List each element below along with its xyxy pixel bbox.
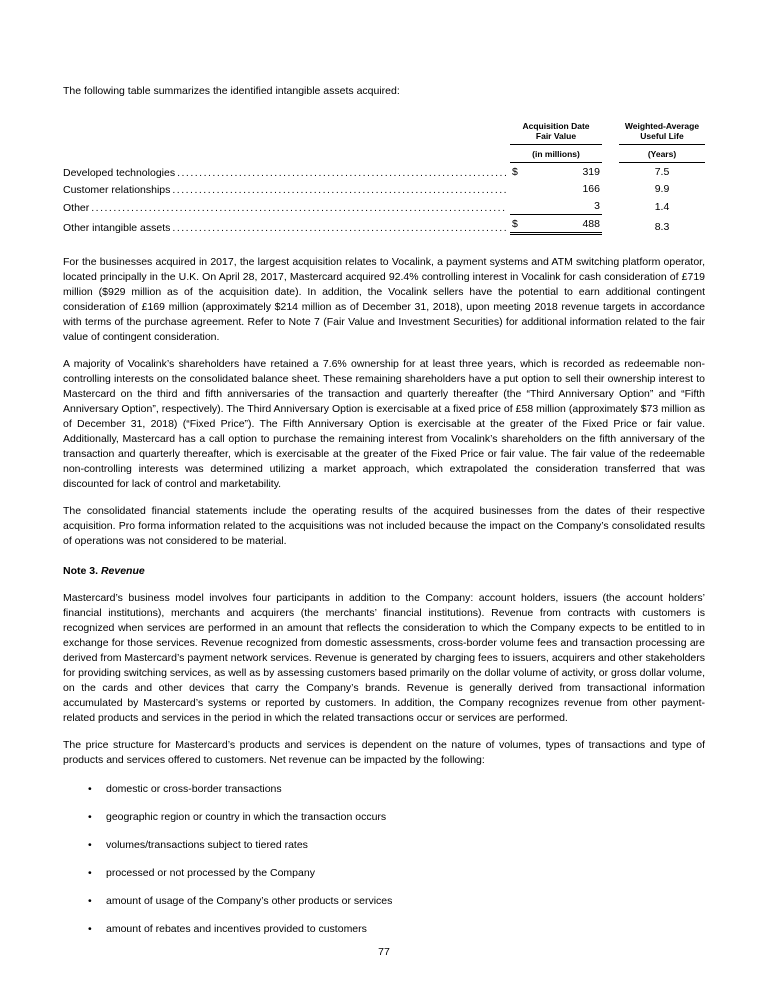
- table-subheader-row: [63, 145, 705, 163]
- page-number: 77: [378, 946, 390, 958]
- table-row: [63, 199, 705, 215]
- bullet-icon: [88, 782, 106, 797]
- bullet-icon: [88, 922, 106, 937]
- intro-paragraph: The following table summarizes the identified intangible assets acquired:: [63, 85, 400, 97]
- header-line: Acquisition Date: [522, 121, 590, 131]
- subheader-in-millions: (in millions): [510, 145, 602, 163]
- note-3-heading: [63, 564, 705, 579]
- list-item: [63, 838, 705, 853]
- useful-life-cell: 1.4: [654, 201, 670, 213]
- bullet-text: volumes/transactions subject to tiered rates: [106, 839, 308, 851]
- subheader-years: (Years): [619, 145, 705, 163]
- list-item: [63, 810, 705, 825]
- header-line: Fair Value: [535, 131, 577, 141]
- currency-symbol: $: [512, 218, 518, 230]
- fair-value: 319: [582, 166, 600, 178]
- bullet-icon: [88, 838, 106, 853]
- useful-life-cell: 9.9: [654, 183, 670, 195]
- paragraph-business-model: Mastercard’s business model involves four participants in addition to the Company: account holders, issuers (the account holders’ financial institutions), merchants and acquirers (the merchants’ financial institutions). Revenue from contracts with customers is recognized when services are performed in an amount that reflects the consideration to which the Company expects to be entitled to in exchange for those services. Revenue recognized from domestic assessments, cross-border volume fees and transaction processing are derived from Mastercard’s payment network services. Revenue is generated by charging fees to issuers, acquirers and other stakeholders for providing switching services, as well as by assessing customers based primarily on the dollar volume of activity, or gross dollar volume, on the cards and other devices that carry the Company’s brands. Revenue is generally derived from transactional information accumulated by Mastercard’s systems or reported by customers. In addition, the Company recognizes revenue from other payment-related products and services in the period in which the related transactions occur or services are performed.: [63, 592, 705, 724]
- col-header-fair-value: [510, 121, 602, 145]
- fair-value-total-cell: [510, 217, 602, 235]
- table-header-row: [63, 121, 705, 145]
- fair-value-total: 488: [582, 218, 600, 230]
- list-item: [63, 922, 705, 937]
- bullet-icon: [88, 894, 106, 909]
- bullet-icon: [88, 810, 106, 825]
- table-row: [63, 165, 705, 180]
- bullet-text: amount of rebates and incentives provided to customers: [106, 923, 367, 935]
- fair-value-cell: [510, 199, 602, 215]
- dot-leader: [172, 183, 506, 197]
- bullet-icon: [88, 866, 106, 881]
- paragraph-proforma: The consolidated financial statements include the operating results of the acquired businesses from the dates of their respective acquisition. Pro forma information related to the acquisitions was not included because the impact on the Company’s consolidated results of operations was not considered to be material.: [63, 505, 705, 547]
- paragraph-price-structure: The price structure for Mastercard’s products and services is dependent on the nature of volumes, types of transactions and type of products and services offered to customers. Net revenue can be impacted by the following:: [63, 739, 705, 766]
- row-label: Customer relationships: [63, 184, 171, 196]
- paragraph-shareholders-options: A majority of Vocalink’s shareholders have retained a 7.6% ownership for at least three years, which is recorded as redeemable non-controlling interests on the consolidated balance sheet. These remaining shareholders have a put option to sell their ownership interest to Mastercard on the third and fifth anniversaries of the transaction and quarterly thereafter (the “Third Anniversary Option” and “Fifth Anniversary Option”, respectively). The Third Anniversary Option is exercisable at a fixed price of £58 million (approximately $73 million as of December 31, 2018) (“Fixed Price”). The Fifth Anniversary Option is exercisable at the greater of the Fixed Price or fair value. Additionally, Mastercard has a call option to purchase the remaining interest from Vocalink’s shareholders on the fifth anniversary of the transaction and quarterly thereafter, which is exercisable at the greater of the Fixed Price or fair value. The fair value of the redeemable non-controlling interests was determined utilizing a market approach, which extrapolated the consideration transferred that was discounted for lack of control and marketability.: [63, 358, 705, 490]
- dot-leader: [177, 166, 506, 180]
- useful-life-cell: 7.5: [654, 166, 670, 178]
- bullet-text: geographic region or country in which the transaction occurs: [106, 811, 387, 823]
- header-line: Weighted-Average: [624, 121, 700, 131]
- fair-value: 3: [594, 200, 600, 212]
- dot-leader: [91, 201, 506, 215]
- paragraph-vocalink-acquisition: For the businesses acquired in 2017, the largest acquisition relates to Vocalink, a payment systems and ATM switching platform operator, located principally in the U.K. On April 28, 2017, Mastercard acquired 92.4% controlling interest in Vocalink for cash consideration of £719 million ($929 million as of the acquisition date). In addition, the Vocalink sellers have the potential to earn additional contingent consideration of £169 million (approximately $214 million as of December 31, 2018), upon meeting 2018 revenue targets in accordance with terms of the purchase agreement. Refer to Note 7 (Fair Value and Investment Securities) for additional information related to the fair value of contingent consideration.: [63, 256, 705, 343]
- table-total-row: [63, 217, 705, 235]
- list-item: [63, 894, 705, 909]
- bullet-text: processed or not processed by the Company: [106, 867, 315, 879]
- col-header-useful-life: [619, 121, 705, 145]
- row-label: Other intangible assets: [63, 222, 171, 234]
- fair-value: 166: [582, 183, 600, 195]
- list-item: [63, 782, 705, 797]
- note-number: Note 3.: [63, 565, 101, 577]
- fair-value-cell: [510, 165, 602, 180]
- list-item: [63, 866, 705, 881]
- header-line: Useful Life: [640, 131, 684, 141]
- bullet-list: [63, 782, 705, 937]
- row-label: Other: [63, 202, 90, 214]
- intangible-assets-table: [63, 121, 705, 235]
- row-label: Developed technologies: [63, 167, 176, 179]
- note-title: Revenue: [100, 565, 145, 577]
- bullet-text: domestic or cross-border transactions: [106, 783, 282, 795]
- bullet-text: amount of usage of the Company’s other products or services: [106, 895, 393, 907]
- dot-leader: [172, 221, 506, 235]
- fair-value-cell: [510, 182, 602, 197]
- useful-life-cell: 8.3: [654, 221, 670, 233]
- table-row: [63, 182, 705, 197]
- currency-symbol: $: [512, 166, 518, 178]
